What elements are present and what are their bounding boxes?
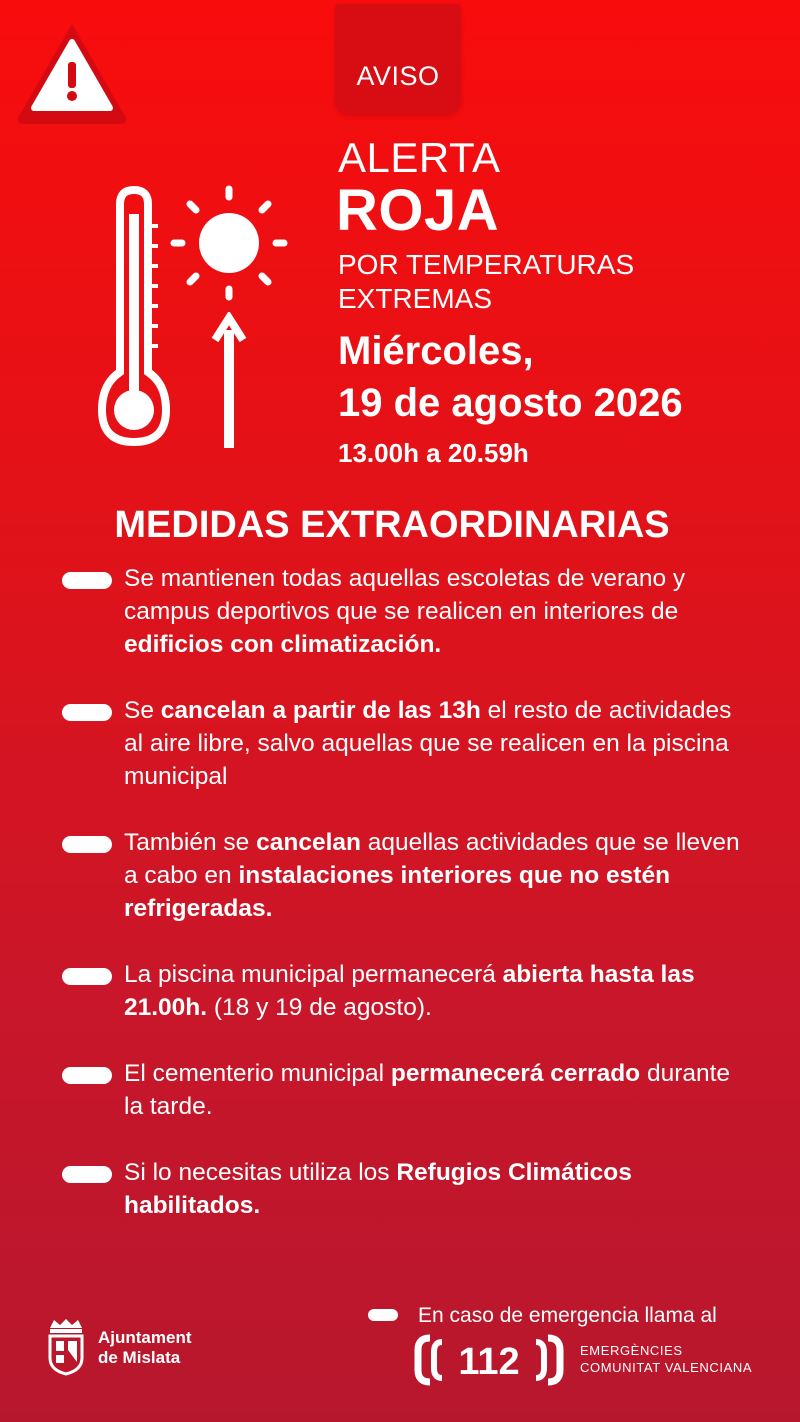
alert-date: 19 de agosto 2026 (338, 381, 683, 425)
measure-text: aquellas actividades que se lleven a cabo en (124, 829, 740, 889)
measure-emphasis: instalaciones interiores que no estén refrigeradas. (124, 862, 671, 922)
alert-subtitle-line1: POR TEMPERATURAS (338, 249, 635, 280)
org-name (98, 1328, 192, 1368)
measure-emphasis: Refugios Climáticos habilitados. (124, 1159, 632, 1219)
emergency-number: 112 (458, 1341, 520, 1383)
coat-of-arms-icon (44, 1318, 88, 1376)
measure-text: Se mantienen todas aquellas escoletas de verano y campus deportivos que se realicen en interiores de (124, 565, 686, 625)
alert-hours: 13.00h a 20.59h (338, 438, 529, 468)
org-name-line2: de Mislata (98, 1348, 181, 1367)
bullet-pill (368, 1309, 398, 1321)
emergency-112-logo (414, 1334, 564, 1386)
arrow-up-icon (211, 312, 247, 448)
org-name-line1: Ajuntament (98, 1328, 192, 1347)
section-title: MEDIDAS EXTRAORDINARIAS (114, 504, 670, 546)
bullet-pill (62, 704, 112, 721)
list-item (62, 826, 742, 925)
measures-list (62, 562, 742, 1255)
measure-text: El cementerio municipal (124, 1060, 391, 1087)
aviso-tab (335, 4, 461, 114)
bullet-pill (62, 968, 112, 985)
measure-text: Si lo necesitas utiliza los (124, 1159, 397, 1186)
emergency-service-line1: EMERGÈNCIES (580, 1343, 683, 1358)
sun-icon (168, 183, 290, 305)
list-item (62, 1156, 742, 1222)
alert-subtitle-line2: EXTREMAS (338, 283, 493, 314)
aviso-label: AVISO (356, 61, 440, 91)
bullet-pill (62, 572, 112, 589)
bullet-pill (62, 836, 112, 853)
emergency-text: En caso de emergencia llama al (418, 1304, 717, 1327)
measure-emphasis: cancelan (256, 829, 361, 856)
warning-badge (16, 22, 128, 126)
measure-text: el resto de actividades al aire libre, salvo aquellas que se realicen en la piscina municipal (124, 697, 732, 790)
alert-day: Miércoles, (338, 329, 534, 373)
measure-text: La piscina municipal permanecerá (124, 961, 503, 988)
measure-text: También se (124, 829, 257, 856)
alert-subtitle (338, 248, 678, 316)
emergency-service-line2: COMUNITAT VALENCIANA (580, 1360, 753, 1375)
measure-text: (18 y 19 de agosto). (207, 994, 432, 1021)
bullet-pill (62, 1166, 112, 1183)
alert-level: ROJA (336, 178, 500, 243)
thermometer-icon (96, 186, 172, 448)
measure-emphasis: permanecerá cerrado (390, 1060, 641, 1087)
measure-emphasis: cancelan a partir de las 13h (160, 697, 481, 724)
list-item (62, 694, 742, 793)
measure-text: Se (124, 697, 161, 724)
list-item (62, 1057, 742, 1123)
list-item (62, 562, 742, 661)
warning-icon (16, 22, 128, 126)
emergency-service (580, 1342, 752, 1376)
list-item (62, 958, 742, 1024)
measure-text: durante la tarde. (124, 1060, 731, 1120)
alert-label: ALERTA (338, 134, 501, 181)
bullet-pill (62, 1067, 112, 1084)
measure-emphasis: abierta hasta las 21.00h. (124, 961, 695, 1021)
measure-emphasis: edificios con climatización. (124, 631, 442, 658)
